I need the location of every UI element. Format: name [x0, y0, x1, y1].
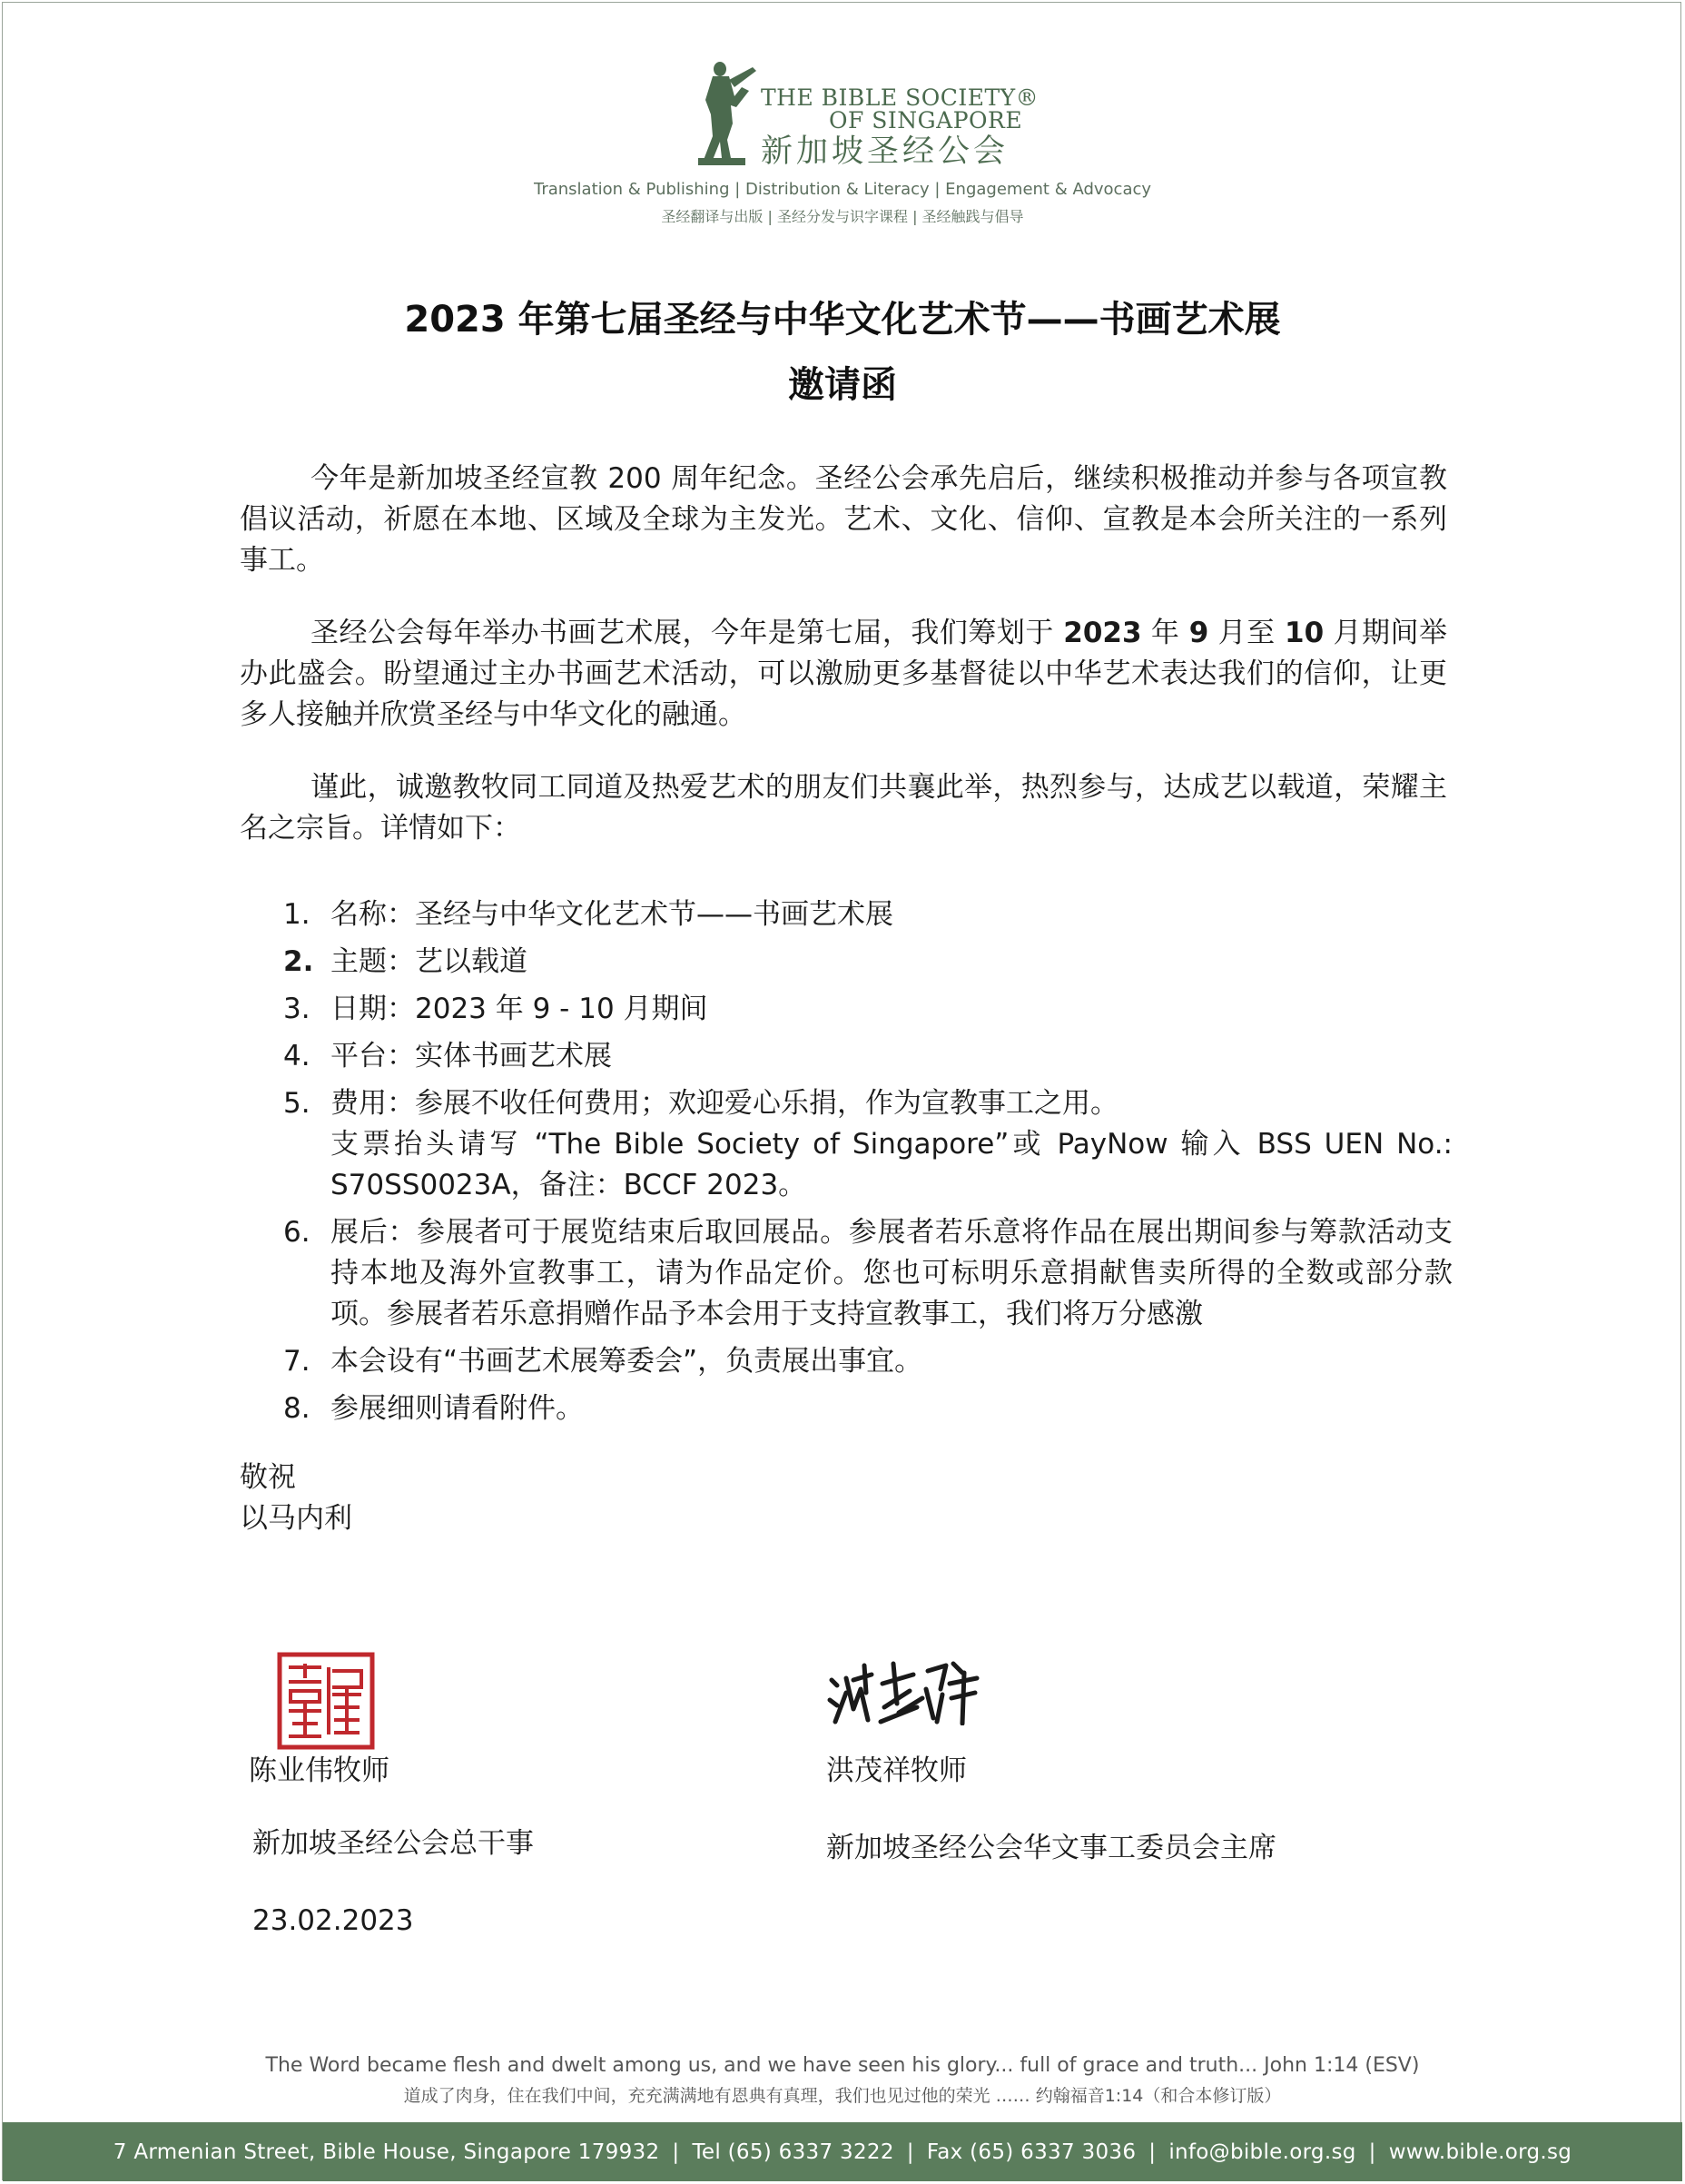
paragraph-2-text-d: 月期间举办此盛会。盼望通过主办书画艺术活动，可以激励更多基督徒以中华艺术表达我们的信仰，让更多人接触并欣赏圣经与中华文化的融通。: [240, 617, 1447, 731]
logo-wordmark-cn: 新加坡圣经公会: [761, 133, 1010, 170]
footer-verse-cn: 道成了肉身，住在我们中间，充充满满地有恩典有真理，我们也见过他的荣光 …… 约翰福音1:14（和合本修订版）: [403, 2086, 1282, 2106]
paragraph-3: [240, 767, 1447, 849]
footer-separator: |: [1148, 2140, 1157, 2164]
list-item: [272, 1388, 1453, 1429]
document-title: 2023 年第七届圣经与中华文化艺术节——书画艺术展: [404, 299, 1281, 341]
signing-date: 23.02.2023: [252, 1904, 414, 1937]
list-item-text: 展后：参展者可于展览结束后取回展品。参展者若乐意将作品在展出期间参与筹款活动支持本地及海外宣教事工，请为作品定价。您也可标明乐意捐献售卖所得的全数或部分款项。参展者若乐意捐赠作品予本会用于支持宣教事工，我们将万分感激: [330, 1216, 1453, 1330]
footer-verse-en: The Word became flesh and dwelt among us, and we have seen his glory... full of grace and truth... John 1:14 (ESV): [265, 2054, 1420, 2077]
footer-contact-bar: [3, 2122, 1682, 2181]
right-signatory-title: 新加坡圣经公会华文事工委员会主席: [826, 1832, 1276, 1864]
paragraph-2-text-b: 年: [1141, 617, 1189, 649]
handwritten-signature-icon: [826, 1653, 980, 1725]
tagline-en: Translation & Publishing | Distribution & Literacy | Engagement & Advocacy: [533, 180, 1152, 199]
right-signatory-name: 洪茂祥牧师: [826, 1754, 967, 1787]
list-item-text: 参展细则请看附件。: [330, 1392, 584, 1425]
list-item: [272, 1083, 1453, 1206]
tagline-cn: 圣经翻译与出版 | 圣经分发与识字课程 | 圣经触践与倡导: [661, 208, 1024, 225]
list-item-number: 4.: [283, 1040, 310, 1072]
list-item-text: 本会设有“书画艺术展筹委会”，负责展出事宜。: [330, 1345, 923, 1378]
list-item-number: 5.: [283, 1087, 310, 1120]
paragraph-2-month-end: 10: [1285, 617, 1325, 649]
footer-website-link[interactable]: www.bible.org.sg: [1388, 2140, 1572, 2164]
paragraph-2-text-a: 圣经公会每年举办书画艺术展，今年是第七届，我们筹划于: [310, 617, 1064, 649]
footer-separator: |: [906, 2140, 914, 2164]
paragraph-1-text: 今年是新加坡圣经宣教 200 周年纪念。圣经公会承先启后，继续积极推动并参与各项宣教倡议活动，祈愿在本地、区域及全球为主发光。艺术、文化、信仰、宣教是本会所关注的一系列事工。: [240, 462, 1447, 577]
list-item-payment-details: 支票抬头请写 “The Bible Society of Singapore”或 PayNow 输入 BSS UEN No.: S70SS0023A，备注：BCCF 2023。: [330, 1128, 1453, 1201]
list-item-number: 6.: [283, 1216, 310, 1249]
paragraph-2: [240, 613, 1447, 736]
list-item-number: 2.: [283, 945, 314, 978]
left-signatory-name: 陈业伟牧师: [249, 1754, 389, 1787]
list-item-number: 8.: [283, 1392, 310, 1425]
list-item: [272, 1212, 1453, 1335]
paragraph-3-text: 谨此，诚邀教牧同工同道及热爱艺术的朋友们共襄此举，热烈参与，达成艺以载道，荣耀主名之宗旨。详情如下：: [240, 771, 1447, 845]
logo-wordmark-en: [761, 86, 1039, 132]
footer-email-link[interactable]: info@bible.org.sg: [1168, 2140, 1356, 2164]
document-subtitle: 邀请函: [788, 364, 897, 406]
list-item-text: 名称：圣经与中华文化艺术节——书画艺术展: [330, 898, 893, 931]
paragraph-2-year: 2023: [1063, 617, 1142, 649]
details-list: [272, 894, 1453, 1436]
paragraph-2-text-c: 月至: [1208, 617, 1286, 649]
footer-address: 7 Armenian Street, Bible House, Singapore 179932: [113, 2140, 660, 2164]
list-item: [272, 989, 1453, 1030]
list-item-text: 费用：参展不收任何费用；欢迎爱心乐捐，作为宣教事工之用。: [330, 1087, 1118, 1120]
closing-blessing: 以马内利: [240, 1502, 352, 1535]
list-item: [272, 942, 1453, 983]
red-seal-stamp-icon: [276, 1651, 376, 1751]
sower-statue-logo-icon: [685, 60, 767, 167]
list-item: [272, 894, 1453, 935]
logo-en-line2: OF SINGAPORE: [829, 107, 1023, 133]
list-item-number: 7.: [283, 1345, 310, 1378]
footer-separator: |: [672, 2140, 680, 2164]
list-item-number: 1.: [283, 898, 310, 931]
footer-tel: Tel (65) 6337 3222: [692, 2140, 894, 2164]
logo-en-line1: THE BIBLE SOCIETY®: [761, 84, 1040, 111]
footer-separator: |: [1368, 2140, 1376, 2164]
list-item: [272, 1036, 1453, 1077]
list-item-number: 3.: [283, 993, 310, 1025]
left-signatory-title: 新加坡圣经公会总干事: [252, 1827, 534, 1860]
paragraph-2-month-start: 9: [1188, 617, 1209, 649]
paragraph-1: [240, 459, 1447, 581]
footer-fax: Fax (65) 6337 3036: [926, 2140, 1137, 2164]
list-item: [272, 1341, 1453, 1382]
list-item-text: 日期：2023 年 9 - 10 月期间: [330, 993, 708, 1025]
closing-salutation: 敬祝: [240, 1461, 296, 1494]
list-item-text: 主题：艺以载道: [330, 945, 527, 978]
list-item-text: 平台：实体书画艺术展: [330, 1040, 612, 1072]
